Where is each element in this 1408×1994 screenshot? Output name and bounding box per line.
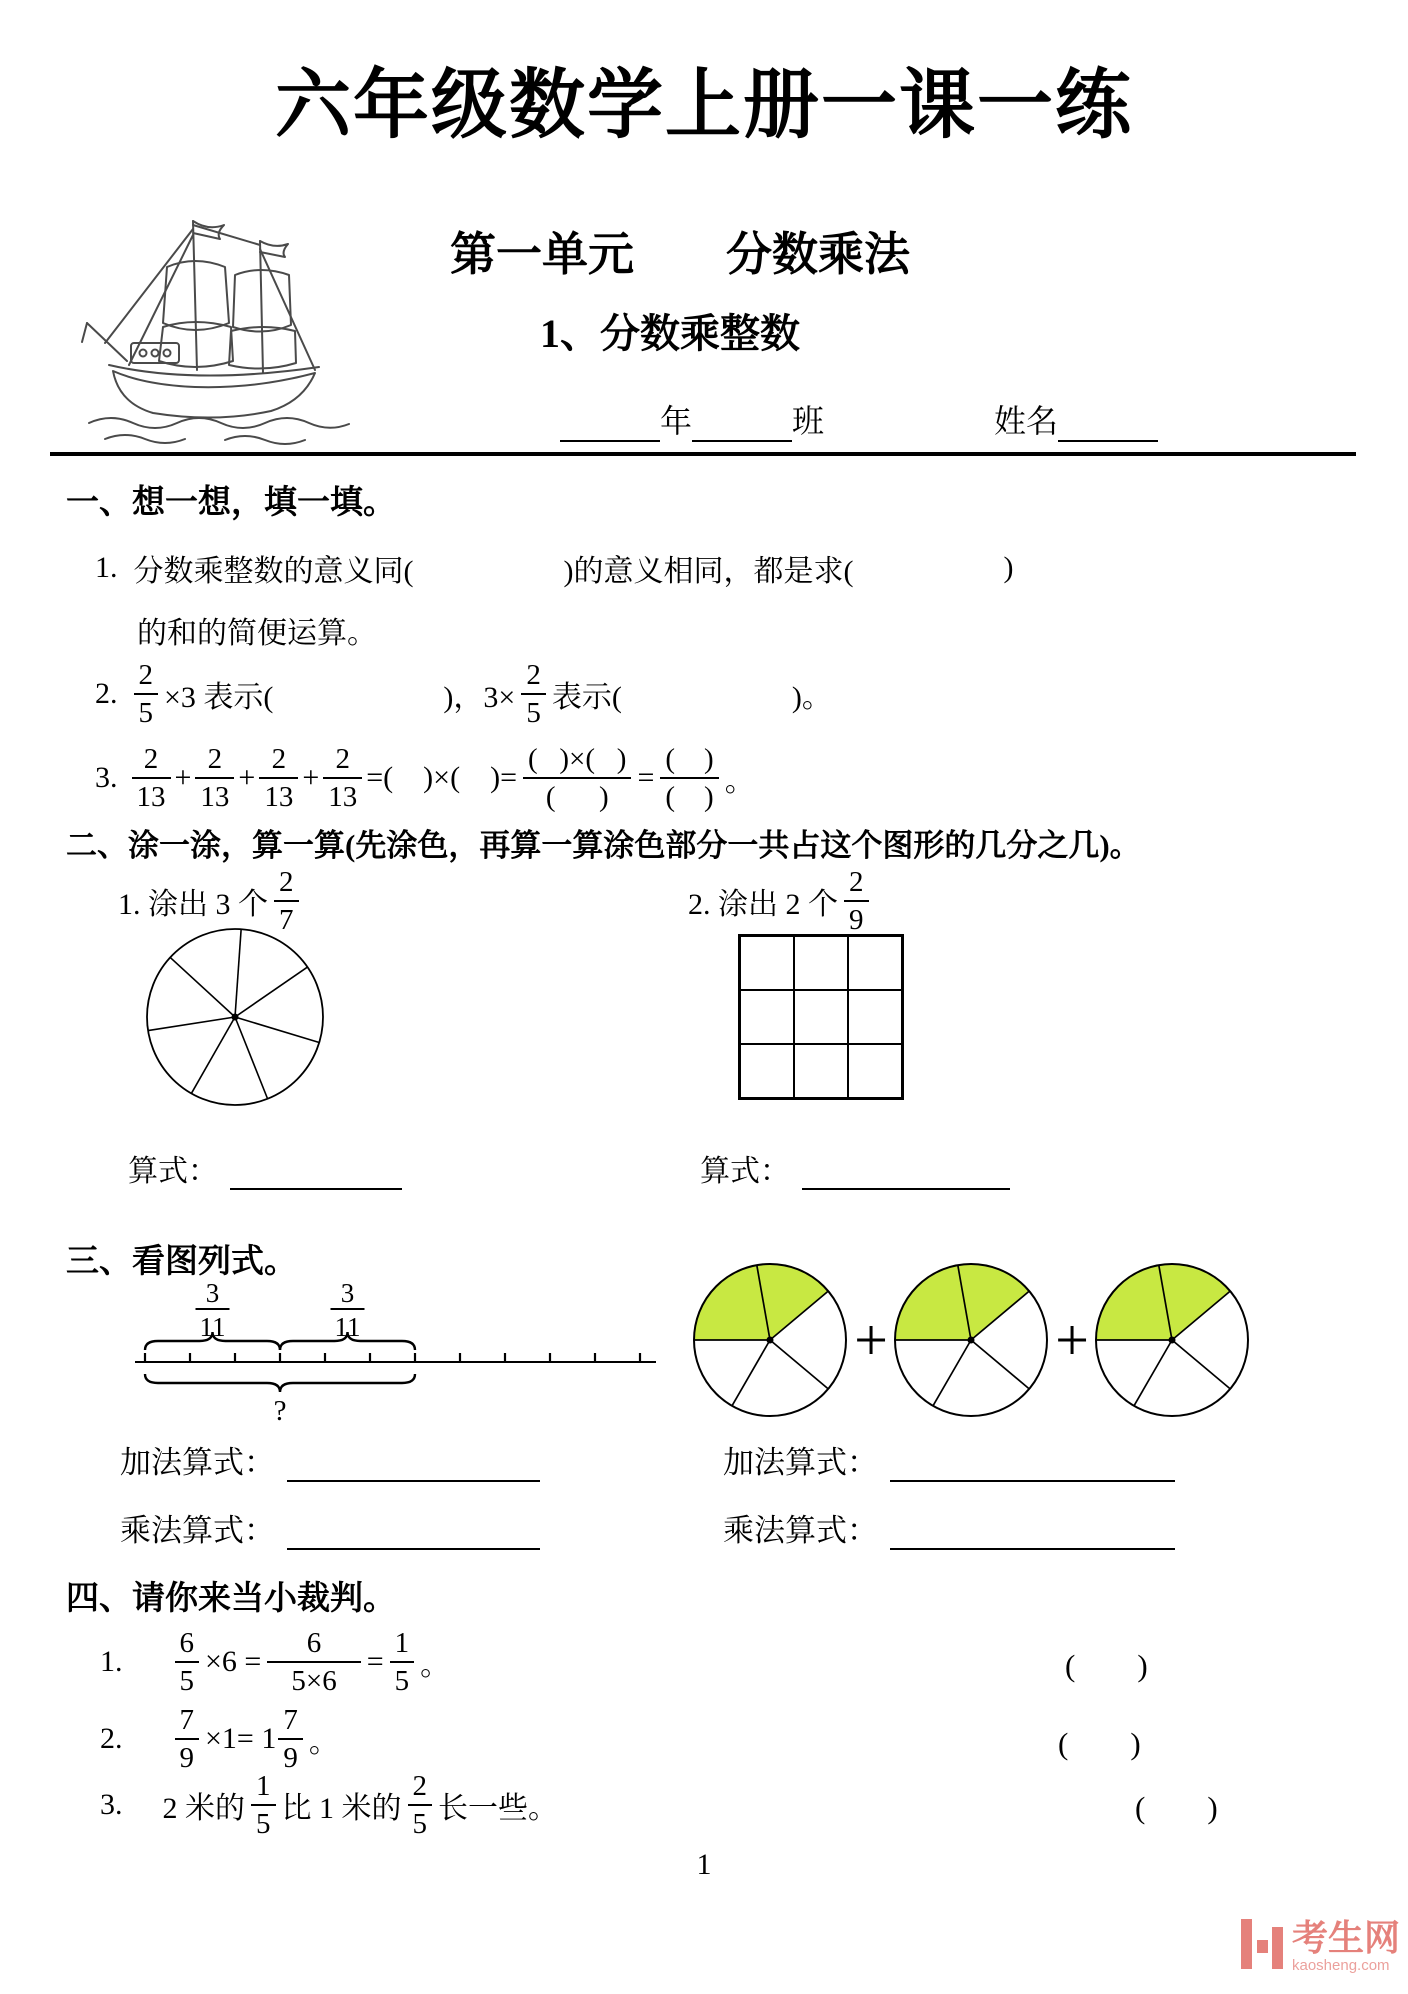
fraction-blank: $\frac{( )}{( )}$	[660, 744, 718, 813]
equals-operator: =	[637, 761, 655, 794]
question-text: 长一些。	[438, 1792, 558, 1825]
grid-cell	[740, 1044, 794, 1098]
grid-cell	[740, 990, 794, 1044]
fraction: $\frac{1}{5}$	[251, 1771, 276, 1840]
expression-line-left	[128, 1146, 402, 1190]
question-text: )的意义相同，都是求(	[563, 555, 854, 588]
section1-q3	[95, 738, 755, 818]
number-line-figure	[100, 1278, 680, 1433]
kaosheng-logo-icon	[1241, 1919, 1283, 1969]
plus-operator: +	[302, 761, 320, 794]
name-blank	[1058, 402, 1158, 442]
addition-label: 加法算式：	[120, 1445, 275, 1480]
item-number: 1.	[95, 551, 118, 584]
item-number: 2.	[100, 1722, 123, 1755]
watermark	[1241, 1919, 1400, 1974]
svg-text:+: +	[1055, 1307, 1089, 1373]
fraction: $\frac{2}{9}$	[844, 867, 869, 936]
expression-label: 算式：	[128, 1155, 218, 1188]
class-label: 班	[792, 403, 825, 439]
fraction: $\frac{2}{5}$	[408, 1771, 433, 1840]
equals-operator: =	[366, 1645, 384, 1678]
year-blank	[560, 402, 660, 442]
svg-text:?: ?	[273, 1395, 287, 1427]
fraction: $\frac{2}{7}$	[274, 867, 299, 936]
equation-blanks: =( )×( )=	[366, 761, 517, 794]
item-number: 3.	[95, 761, 118, 794]
lesson-title: 1、分数乘整数	[540, 311, 800, 356]
svg-text:+: +	[854, 1307, 888, 1373]
answer-line	[287, 1516, 540, 1550]
fraction-blank: $\frac{( )\times( )}{( )}$	[523, 744, 631, 813]
fraction: $\frac{6}{5\times 6}$	[267, 1628, 360, 1697]
seven-sector-circle	[140, 925, 330, 1110]
multiplication-expression-left	[120, 1505, 540, 1550]
question-text: ×1= 1	[205, 1722, 277, 1755]
header-divider	[50, 452, 1356, 456]
fraction: $\frac{2}{13}$	[323, 744, 362, 813]
addition-expression-left	[120, 1437, 540, 1482]
student-info-line	[560, 396, 1158, 442]
item-number: 2.	[95, 677, 118, 710]
fraction: $\frac{7}{9}$	[175, 1705, 200, 1774]
expression-label: 算式：	[700, 1155, 790, 1188]
page-number: 1	[696, 1848, 712, 1881]
answer-line	[230, 1156, 402, 1190]
question-text: )。	[791, 681, 832, 714]
grid-cell	[848, 1044, 902, 1098]
question-text: 1. 涂出 3 个	[118, 888, 268, 921]
question-text: ×6 =	[205, 1645, 262, 1678]
grid-cell	[740, 936, 794, 990]
question-text: 2 米的	[162, 1792, 245, 1825]
grid-cell	[848, 936, 902, 990]
fraction: $\frac{1}{5}$	[390, 1628, 415, 1697]
section2-heading: 二、涂一涂，算一算(先涂色，再算一算涂色部分一共占这个图形的几分之几)。	[66, 828, 1141, 863]
judge-blank: ( )	[1135, 1790, 1218, 1825]
multiplication-label: 乘法算式：	[120, 1513, 275, 1548]
svg-text:11: 11	[334, 1312, 361, 1342]
year-label: 年	[660, 403, 693, 439]
question-text: )	[1003, 551, 1014, 584]
class-blank	[692, 402, 792, 442]
answer-line	[890, 1448, 1175, 1482]
watermark-site-name: 考生网	[1291, 1917, 1400, 1959]
section4-q3	[100, 1769, 558, 1840]
sailing-ship-illustration	[75, 175, 355, 453]
judge-blank: ( )	[1058, 1726, 1141, 1761]
svg-text:3: 3	[205, 1278, 220, 1308]
nine-grid	[738, 934, 904, 1100]
svg-text:11: 11	[199, 1312, 226, 1342]
expression-line-right	[700, 1146, 1010, 1190]
grid-cell	[794, 990, 848, 1044]
grid-cell	[794, 1044, 848, 1098]
section3-heading: 三、看图列式。	[66, 1244, 297, 1280]
section2-q2-label	[688, 862, 875, 940]
watermark-site-url: kaosheng.com	[1291, 1957, 1390, 1974]
section1-q2	[95, 652, 832, 736]
section1-q1-line1	[95, 546, 1013, 590]
plus-operator: +	[174, 761, 192, 794]
item-number: 3.	[100, 1788, 123, 1821]
addition-expression-right	[723, 1437, 1175, 1482]
question-text: )，3×	[443, 681, 516, 714]
question-text: 的和的简便运算。	[137, 617, 377, 650]
question-text: 。	[420, 1649, 451, 1682]
section4-q2	[100, 1700, 339, 1778]
grid-cell	[794, 936, 848, 990]
fraction: $\frac{2}{5}$	[521, 660, 546, 729]
judge-blank: ( )	[1065, 1648, 1148, 1683]
answer-line	[287, 1448, 540, 1482]
question-text: ×3 表示(	[164, 681, 274, 714]
fraction: $\frac{2}{13}$	[132, 744, 171, 813]
plus-operator: +	[238, 761, 256, 794]
question-text: 2. 涂出 2 个	[688, 888, 838, 921]
section4-q1	[100, 1618, 450, 1706]
item-number: 1.	[100, 1645, 123, 1678]
svg-text:3: 3	[340, 1278, 355, 1308]
flag-icon	[260, 241, 288, 257]
multiplication-expression-right	[723, 1505, 1175, 1550]
addition-label: 加法算式：	[723, 1445, 878, 1480]
question-text: 表示(	[551, 681, 622, 714]
page-title: 六年级数学上册一课一练	[275, 63, 1133, 148]
fraction: $\frac{2}{13}$	[259, 744, 298, 813]
section4-heading: 四、请你来当小裁判。	[66, 1581, 396, 1617]
shaded-circles-figure	[665, 1255, 1265, 1425]
question-text: 。	[308, 1726, 339, 1759]
fraction: $\frac{6}{5}$	[175, 1628, 200, 1697]
section1-heading: 一、想一想，填一填。	[66, 485, 396, 521]
name-label: 姓名	[994, 403, 1059, 439]
multiplication-label: 乘法算式：	[723, 1513, 878, 1548]
answer-line	[802, 1156, 1010, 1190]
question-text: 分数乘整数的意义同(	[133, 555, 414, 588]
fraction: $\frac{2}{13}$	[195, 744, 234, 813]
grid-cell	[848, 990, 902, 1044]
answer-line	[890, 1516, 1175, 1550]
fraction: $\frac{2}{5}$	[134, 660, 159, 729]
section1-q1-line2	[137, 608, 377, 652]
question-text: 。	[724, 765, 755, 798]
question-text: 比 1 米的	[281, 1792, 402, 1825]
fraction: $\frac{7}{9}$	[278, 1705, 303, 1774]
unit-title: 第一单元 分数乘法	[450, 228, 910, 280]
